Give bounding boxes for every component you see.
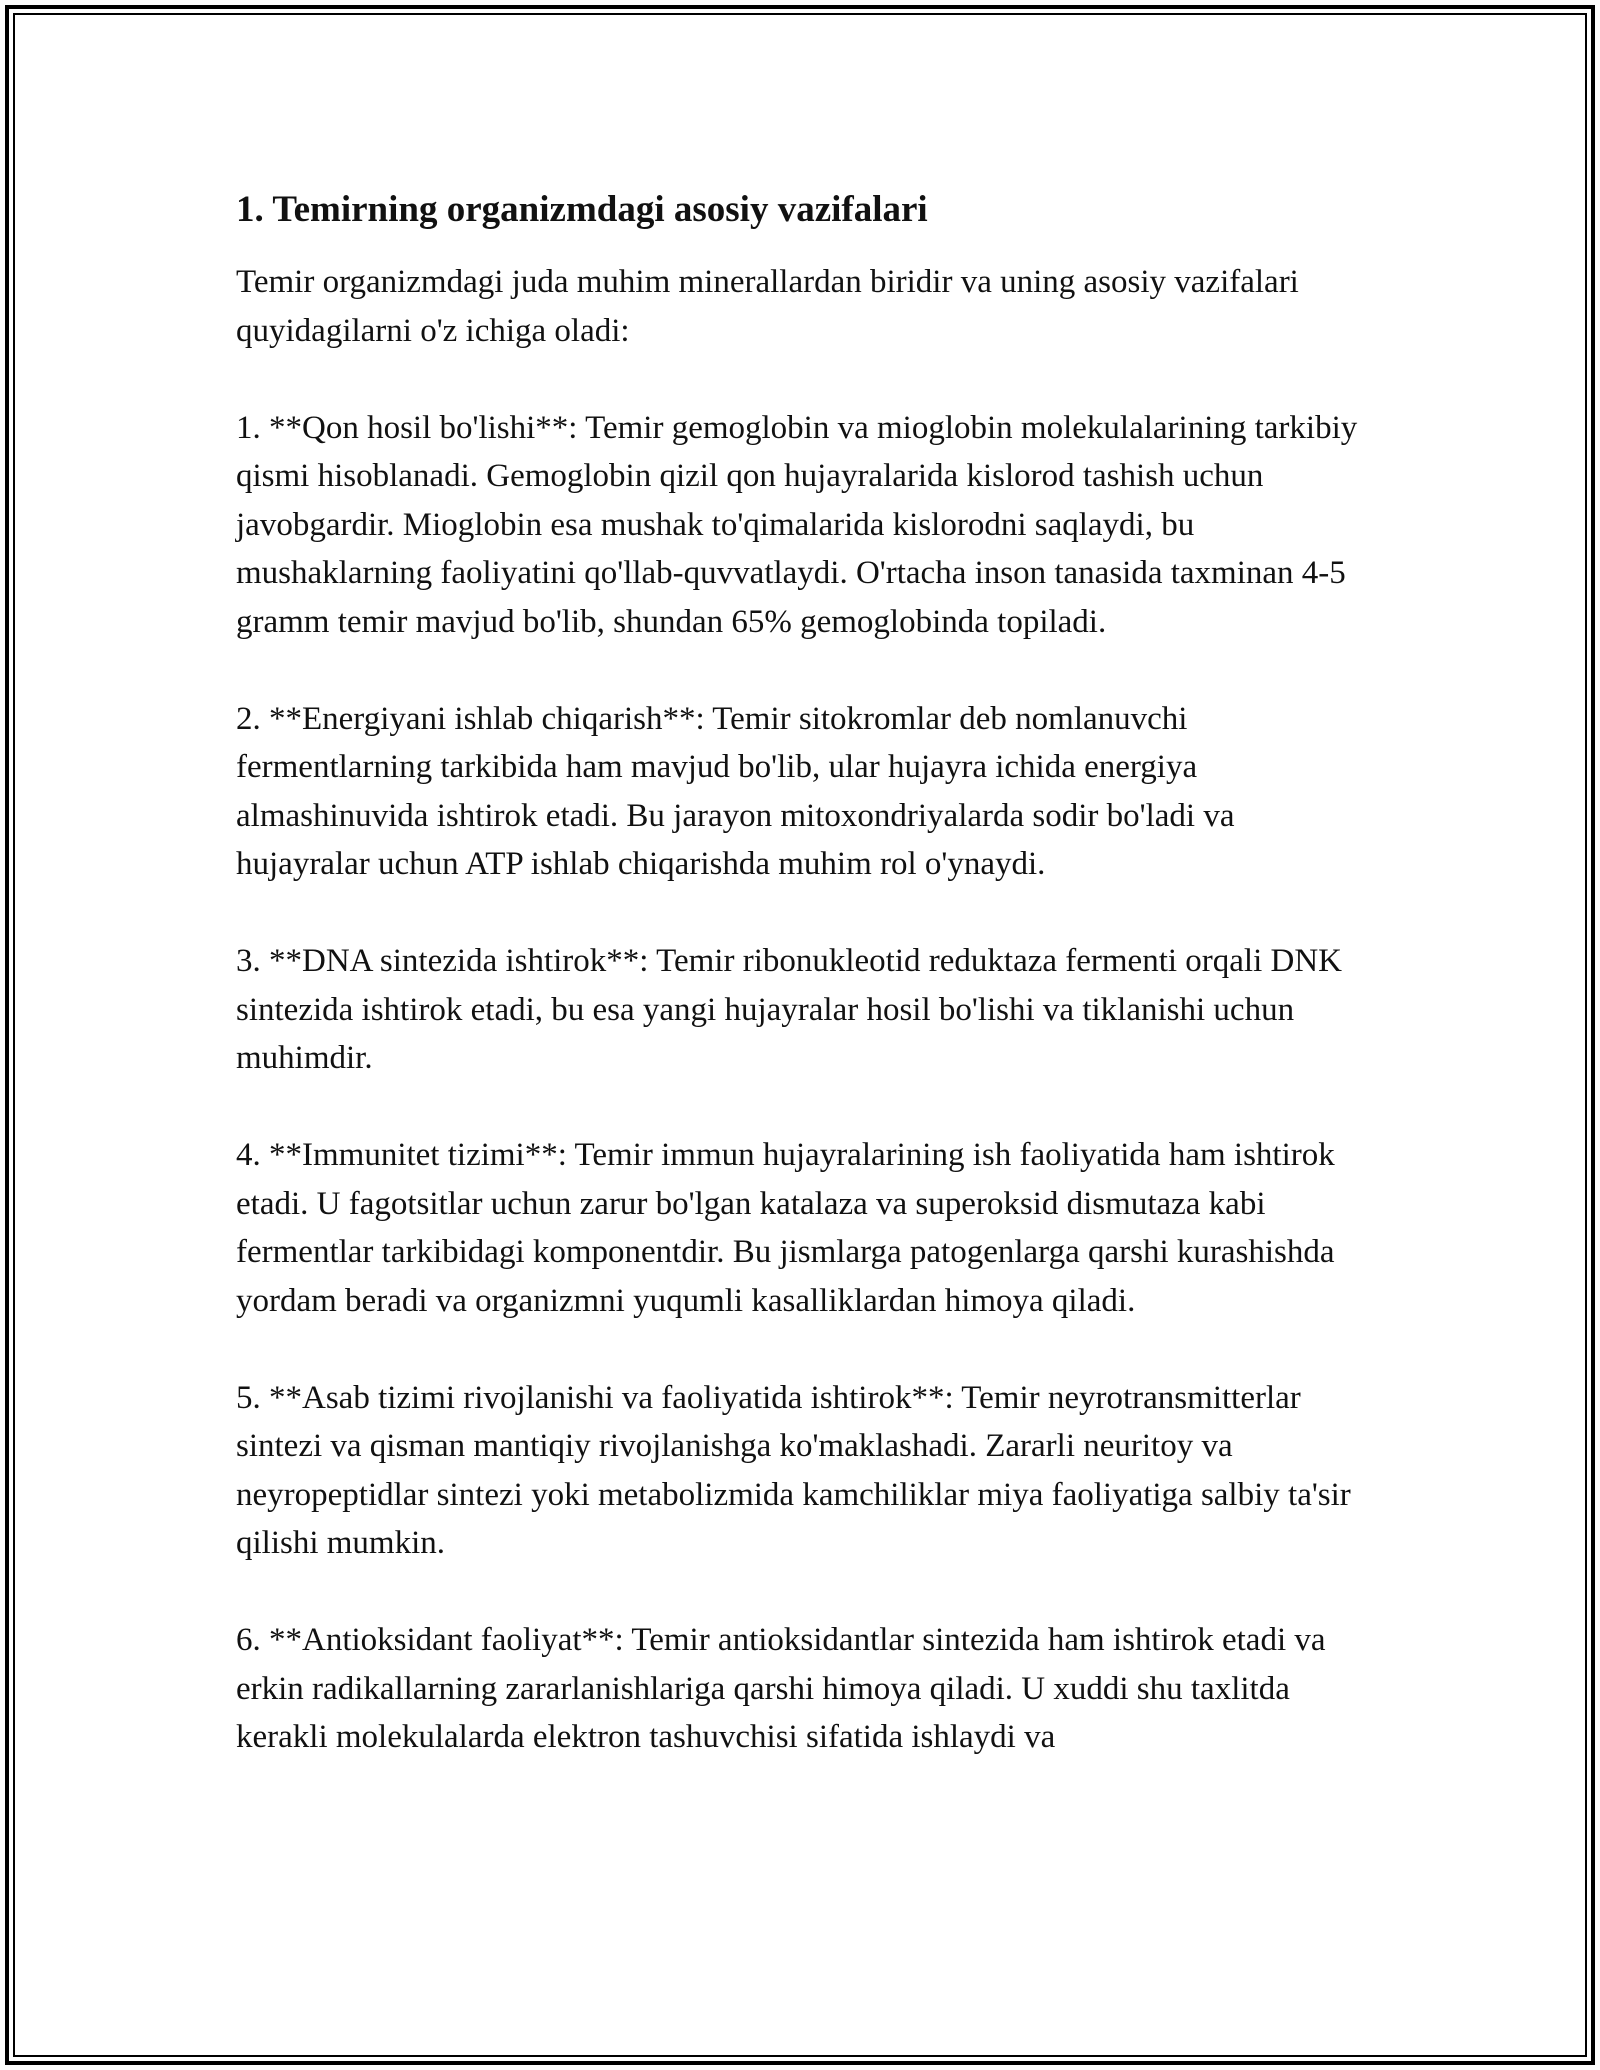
- list-item: 5. **Asab tizimi rivojlanishi va faoliyatida ishtirok**: Temir neyrotransmitterlar sintezi va qisman mantiqiy rivojlanishga ko'maklashadi. Zararli neuritoy va neyropeptidlar sintezi yoki metabolizmida kamchiliklar miya faoliyatiga salbiy ta'sir qilishi mumkin.: [236, 1379, 1351, 1561]
- list-item: 6. **Antioksidant faoliyat**: Temir antioksidantlar sintezida ham ishtirok etadi va erkin radikallarning zararlanishlariga qarshi himoya qiladi. U xuddi shu taxlitda kerakli molekulalarda elektron tashuvchisi sifatida ishlaydi va: [236, 1622, 1326, 1755]
- section-heading: 1. Temirning organizmdagi asosiy vazifalari: [236, 189, 928, 230]
- list-item: 4. **Immunitet tizimi**: Temir immun hujayralarining ish faoliyatida ham ishtirok etadi. U fagotsitlar uchun zarur bo'lgan katalaza va superoksid dismutaza kabi fermentlar tarkibidagi komponentdir. Bu jismlarga patogenlarga qarshi kurashishda yordam beradi va organizmni yuqumli kasalliklardan himoya qiladi.: [236, 1137, 1335, 1319]
- document-body: [236, 186, 1376, 1810]
- intro-paragraph: Temir organizmdagi juda muhim minerallardan biridir va uning asosiy vazifalari quyidagilarni o'z ichiga oladi:: [236, 264, 1299, 349]
- list-item: 1. **Qon hosil bo'lishi**: Temir gemoglobin va mioglobin molekulalarining tarkibiy qismi hisoblanadi. Gemoglobin qizil qon hujayralarida kislorod tashish uchun javobgardir. Mioglobin esa mushak to'qimalarida kislorodni saqlaydi, bu mushaklarning faoliyatini qo'llab-quvvatlaydi. O'rtacha inson tanasida taxminan 4-5 gramm temir mavjud bo'lib, shundan 65% gemoglobinda topiladi.: [236, 409, 1358, 640]
- list-item: 2. **Energiyani ishlab chiqarish**: Temir sitokromlar deb nomlanuvchi fermentlarning tarkibida ham mavjud bo'lib, ular hujayra ichida energiya almashinuvida ishtirok etadi. Bu jarayon mitoxondriyalarda sodir bo'ladi va hujayralar uchun ATP ishlab chiqarishda muhim rol o'ynaydi.: [236, 700, 1235, 882]
- list-item: 3. **DNA sintezida ishtirok**: Temir ribonukleotid reduktaza fermenti orqali DNK sintezida ishtirok etadi, bu esa yangi hujayralar hosil bo'lishi va tiklanishi uchun muhimdir.: [236, 943, 1342, 1076]
